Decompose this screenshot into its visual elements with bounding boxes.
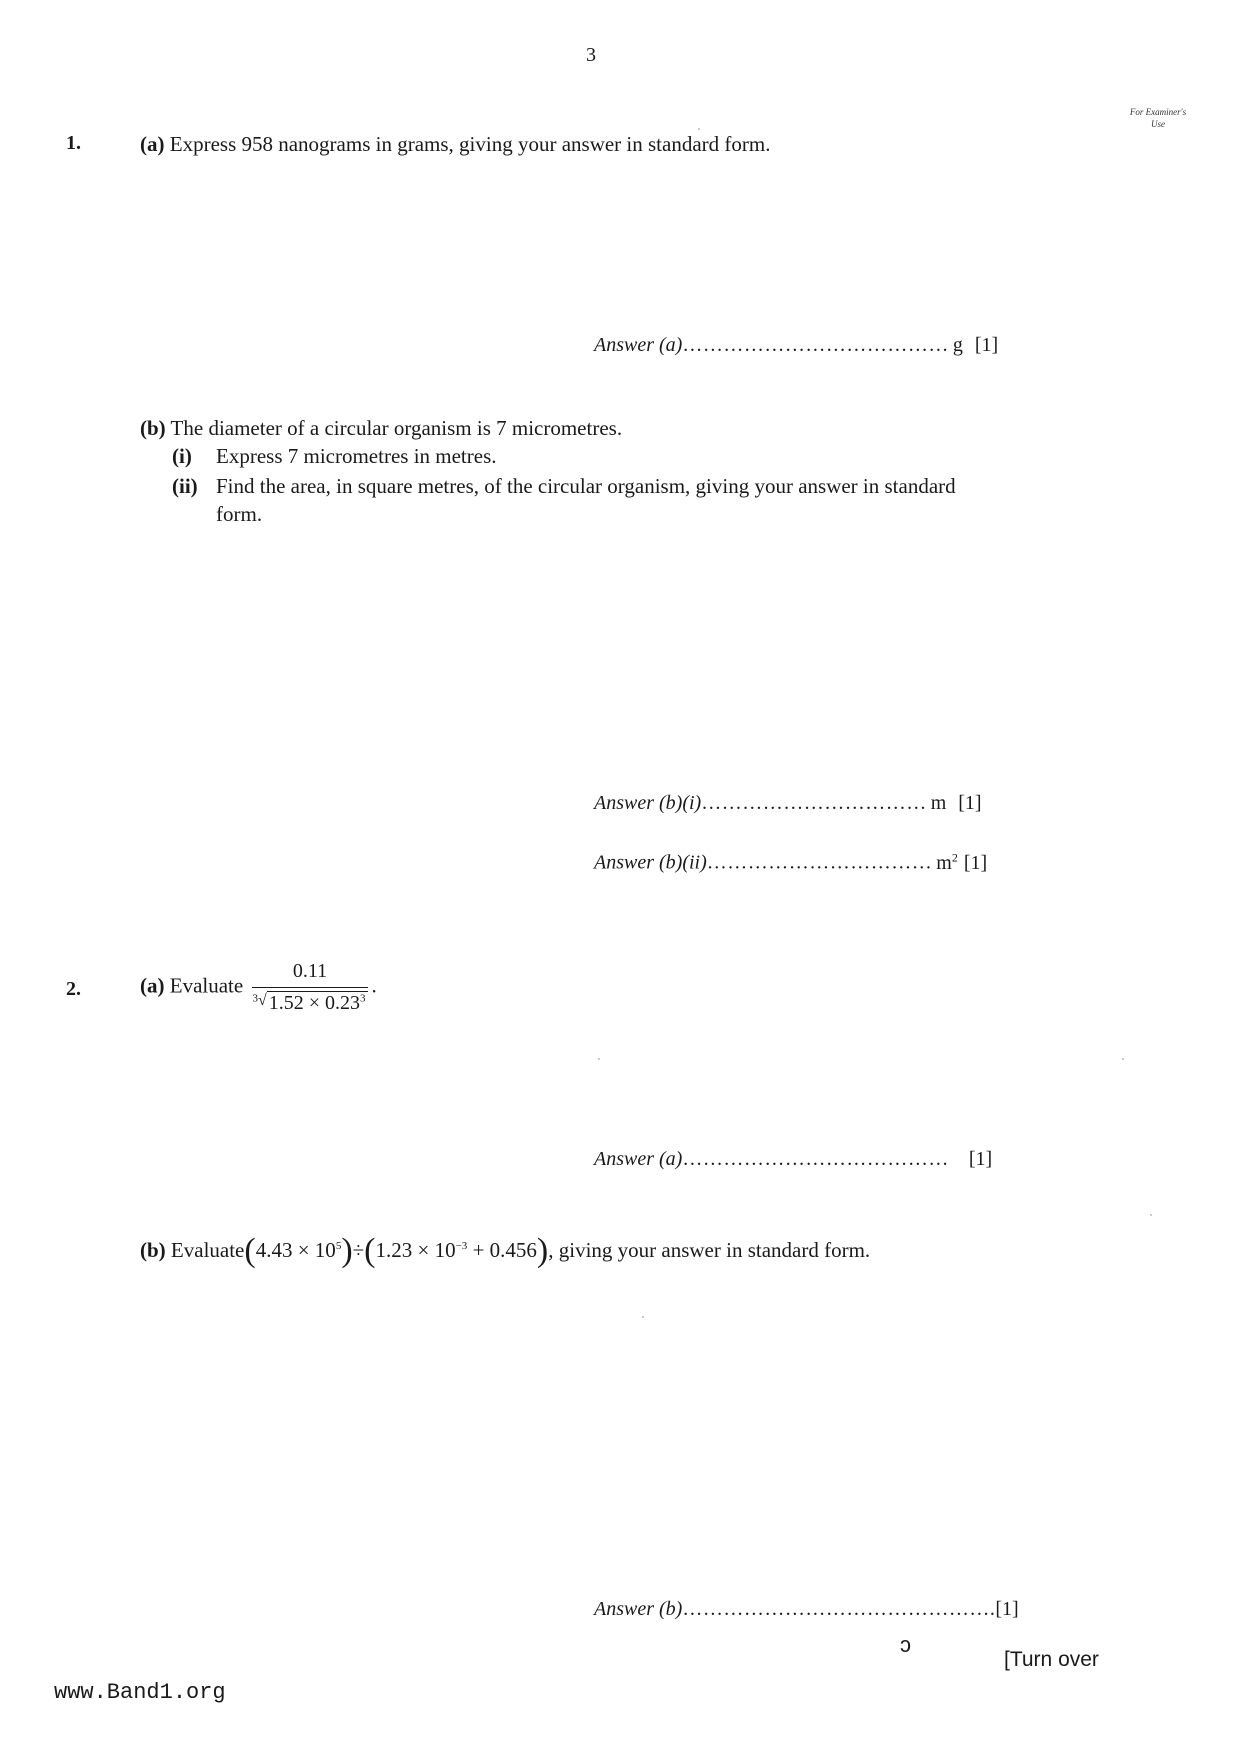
question-1b-label: (b) [140, 416, 166, 440]
answer-1bii-unit [936, 852, 958, 874]
term1-exponent: 5 [335, 1240, 342, 1252]
answer-2a-line[interactable] [594, 1148, 992, 1171]
answer-2b-dots: ………………………………………. [682, 1598, 996, 1620]
scan-speck [598, 1058, 600, 1060]
answer-2a-dots: ………………………………… [682, 1148, 949, 1170]
answer-1bii-unit-sup: 2 [951, 850, 958, 864]
answer-2b-line[interactable] [594, 1598, 1019, 1621]
fraction-denominator [252, 988, 367, 1015]
question-1b-text [140, 416, 622, 441]
open-paren-2: ( [364, 1232, 376, 1269]
answer-1bii-label: Answer (b)(ii) [594, 851, 707, 874]
page-number: 3 [586, 44, 596, 66]
open-paren-1: ( [244, 1232, 256, 1269]
term2-end: + 0.456 [467, 1238, 537, 1262]
question-1bii-text [172, 474, 956, 499]
question-2a-text [140, 960, 377, 1015]
divide-operator: ÷ [352, 1238, 365, 1262]
answer-1a-unit: g [952, 334, 963, 356]
scan-speck [642, 1316, 644, 1318]
term2: 1.23 × 10 [375, 1238, 456, 1262]
answer-1bii-unit-base: m [936, 851, 952, 874]
answer-1a-line[interactable] [594, 334, 998, 357]
question-2-number: 2. [66, 978, 81, 1000]
answer-1bi-unit: m [930, 792, 947, 814]
question-1a-label: (a) [140, 132, 165, 156]
term2-exponent: −3 [455, 1240, 468, 1252]
term1: 4.43 × 10 [255, 1238, 336, 1262]
turn-over-note: [Turn over [1004, 1648, 1099, 1671]
answer-2b-mark: [1] [995, 1598, 1019, 1620]
answer-2a-mark: [1] [968, 1148, 993, 1170]
question-1bii-label: (ii) [172, 474, 198, 498]
website-watermark: www.Band1.org [54, 1680, 226, 1705]
close-paren-1: ) [341, 1232, 353, 1269]
answer-2b-label: Answer (b) [594, 1598, 683, 1620]
fraction-numerator: 0.11 [252, 960, 367, 988]
examiner-use-note: For Examiner's Use [1129, 107, 1187, 129]
answer-1a-mark: [1] [974, 334, 999, 356]
question-2a-prompt: Evaluate [169, 973, 244, 998]
question-1a-text [140, 132, 770, 157]
answer-1bi-label: Answer (b)(i) [594, 792, 702, 814]
answer-1bi-mark: [1] [958, 792, 982, 814]
answer-1bi-dots: …………………………… [701, 792, 927, 814]
answer-1bi-line[interactable] [594, 792, 982, 815]
question-1bi-text [172, 444, 497, 469]
scan-speck [1150, 1214, 1152, 1216]
question-2a-fraction [252, 960, 367, 1015]
radicand-value: 1.52 × 0.23 [268, 992, 361, 1014]
answer-2a-label: Answer (a) [594, 1148, 683, 1170]
answer-1bii-line[interactable] [594, 850, 987, 875]
close-paren-2: ) [536, 1232, 549, 1269]
answer-1bii-mark: [1] [963, 851, 988, 874]
question-1bii-prompt-line2: form. [216, 502, 263, 526]
answer-1bii-dots: …………………………… [706, 851, 933, 874]
question-1-number: 1. [66, 132, 81, 154]
answer-1a-label: Answer (a) [594, 334, 683, 356]
radicand-exponent: 3 [360, 992, 366, 1005]
question-2a-end: . [371, 973, 377, 998]
answer-1a-dots: ………………………………… [682, 334, 949, 356]
question-2b-prompt-end: , giving your answer in standard form. [548, 1238, 871, 1262]
root-index: 3 [252, 992, 258, 1005]
question-2b-prompt: Evaluate [170, 1238, 245, 1262]
question-1bi-label: (i) [172, 444, 192, 468]
question-2a-label: (a) [140, 973, 165, 998]
scan-speck [698, 128, 700, 130]
cube-root-icon: √ [257, 992, 267, 1009]
question-1bi-prompt: Express 7 micrometres in metres. [216, 444, 497, 468]
question-1b-prompt: The diameter of a circular organism is 7 micrometres. [170, 416, 623, 440]
question-2b-label: (b) [140, 1238, 166, 1262]
radicand [267, 991, 368, 1014]
question-2b-text [140, 1232, 871, 1269]
scan-speck [1122, 1058, 1124, 1060]
question-1bii-prompt-line1: Find the area, in square metres, of the circular organism, giving your answer in standard [216, 474, 956, 498]
question-1a-prompt: Express 958 nanograms in grams, giving your answer in standard form. [169, 132, 771, 156]
handwritten-mark: ɔ [900, 1632, 911, 1657]
